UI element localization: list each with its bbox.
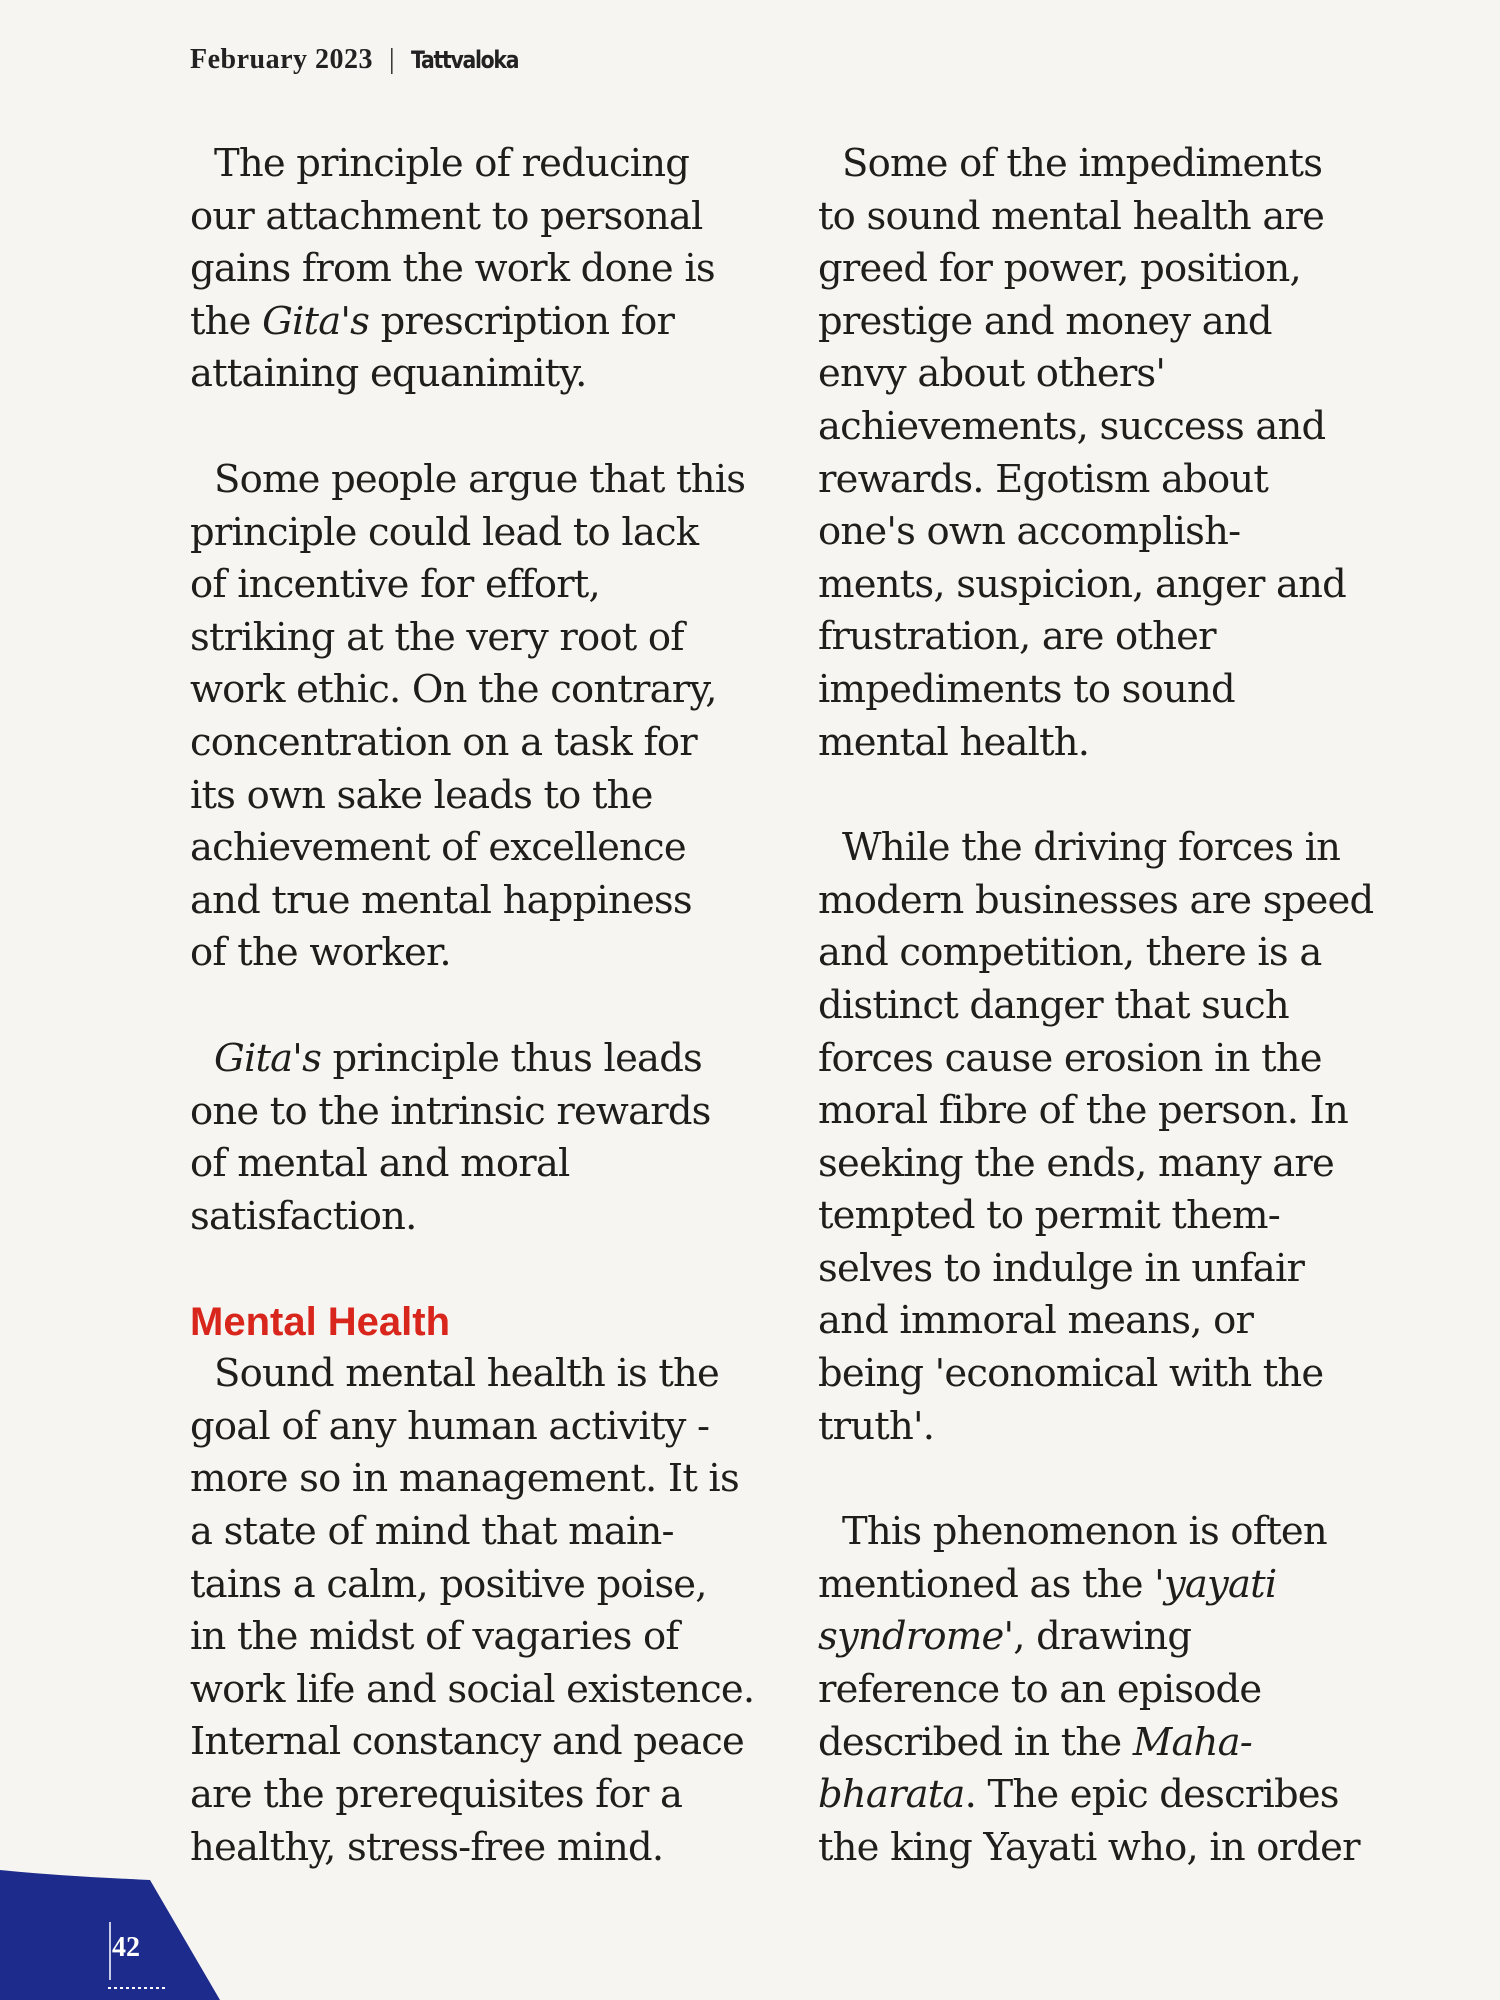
- text-line: [818, 1559, 1428, 1612]
- text-line: striking at the very root of: [190, 614, 684, 660]
- text-line: distinct danger that such: [818, 982, 1289, 1028]
- text-segment: ', drawing: [1003, 1614, 1192, 1660]
- text-line: and true mental happiness: [190, 877, 692, 923]
- text-line: mental health.: [818, 719, 1090, 765]
- text-line: in the midst of vagaries of: [190, 1614, 679, 1660]
- text-line: healthy, stress-free mind.: [190, 1824, 664, 1870]
- text-line: attaining equanimity.: [190, 351, 587, 397]
- paragraph-impediments: [818, 138, 1428, 769]
- text-line: tains a calm, positive poise,: [190, 1561, 707, 1607]
- text-segment: described in the: [818, 1719, 1133, 1765]
- page-corner-decoration: [0, 1870, 220, 2000]
- paragraph-incentive: [190, 454, 780, 980]
- text-line: seeking the ends, many are: [818, 1140, 1334, 1186]
- text-line: truth'.: [818, 1403, 935, 1449]
- text-line: achievement of excellence: [190, 825, 686, 871]
- text-line: goal of any human activity -: [190, 1403, 710, 1449]
- text-line: of incentive for effort,: [190, 562, 600, 608]
- text-line: of the worker.: [190, 930, 451, 976]
- text-line: tempted to permit them-: [818, 1193, 1280, 1239]
- text-segment: prescription for: [369, 298, 675, 344]
- text-line: The principle of reducing: [214, 141, 690, 186]
- text-line: [190, 296, 780, 349]
- running-header: [190, 44, 537, 76]
- text-line: selves to indulge in unfair: [818, 1245, 1305, 1291]
- text-line: [818, 1611, 1428, 1664]
- italic-term: Maha-: [1132, 1719, 1252, 1765]
- text-line: principle could lead to lack: [190, 509, 699, 555]
- right-column: [818, 138, 1428, 1927]
- text-line: and competition, there is a: [818, 930, 1322, 976]
- paragraph-detachment: [190, 138, 780, 401]
- italic-term: Gita's: [214, 1035, 322, 1081]
- text-line: Some people argue that this: [214, 456, 746, 502]
- paragraph-mental-health: [190, 1348, 780, 1874]
- text-line: satisfaction.: [190, 1193, 417, 1239]
- italic-term: bharata: [818, 1772, 965, 1818]
- text-line: Internal constancy and peace: [190, 1719, 744, 1765]
- text-segment: mentioned as the ': [818, 1561, 1164, 1607]
- italic-term: Gita's: [262, 298, 370, 344]
- paragraph-driving-forces: [818, 822, 1428, 1453]
- text-line: one's own accomplish-: [818, 509, 1241, 555]
- text-line: one to the intrinsic rewards: [190, 1088, 711, 1134]
- text-line: Sound mental health is the: [214, 1351, 720, 1397]
- text-line: of mental and moral: [190, 1141, 570, 1187]
- left-column: [190, 138, 780, 1927]
- text-line: a state of mind that main-: [190, 1509, 674, 1555]
- text-line: envy about others': [818, 351, 1166, 397]
- text-line: achievements, success and: [818, 403, 1326, 449]
- header-separator: |: [389, 44, 396, 75]
- text-segment: the: [190, 298, 263, 344]
- text-line: are the prerequisites for a: [190, 1772, 683, 1818]
- text-line: Some of the impediments: [842, 141, 1323, 186]
- text-line: frustration, are other: [818, 614, 1216, 660]
- text-line: greed for power, position,: [818, 246, 1301, 292]
- text-line: moral fibre of the person. In: [818, 1088, 1349, 1134]
- text-line: gains from the work done is: [190, 246, 715, 292]
- text-line: [818, 1717, 1428, 1770]
- text-line: impediments to sound: [818, 666, 1235, 712]
- italic-term: yayati: [1163, 1561, 1277, 1607]
- text-line: concentration on a task for: [190, 719, 697, 765]
- text-segment: principle thus leads: [321, 1035, 703, 1081]
- text-line: our attachment to personal: [190, 193, 703, 239]
- text-line: its own sake leads to the: [190, 772, 653, 818]
- text-line: prestige and money and: [818, 298, 1272, 344]
- text-line: more so in management. It is: [190, 1456, 739, 1502]
- text-line: and immoral means, or: [818, 1298, 1254, 1344]
- text-line: modern businesses are speed: [818, 877, 1374, 923]
- page-number: 42: [112, 1932, 140, 1963]
- paragraph-rewards: [190, 1033, 780, 1243]
- text-line: [818, 1769, 1428, 1822]
- text-line: to sound mental health are: [818, 193, 1325, 239]
- text-line: forces cause erosion in the: [818, 1035, 1322, 1081]
- text-line: ments, suspicion, anger and: [818, 561, 1347, 607]
- text-line: work ethic. On the contrary,: [190, 667, 717, 713]
- paragraph-yayati-syndrome: [818, 1506, 1428, 1874]
- italic-term: syndrome: [818, 1614, 1004, 1660]
- text-line: While the driving forces in: [842, 825, 1341, 871]
- text-line: the king Yayati who, in order: [818, 1824, 1360, 1870]
- section-heading-mental-health: Mental Health: [190, 1300, 451, 1345]
- magazine-name: Tattvaloka: [411, 46, 519, 74]
- issue-date: February 2023: [190, 44, 374, 75]
- text-line: being 'economical with the: [818, 1351, 1324, 1397]
- text-line: rewards. Egotism about: [818, 456, 1269, 502]
- text-segment: . The epic describes: [964, 1772, 1339, 1818]
- text-line: reference to an episode: [818, 1667, 1262, 1713]
- text-line: work life and social existence.: [190, 1666, 755, 1712]
- text-line: This phenomenon is often: [842, 1509, 1327, 1555]
- text-line: [190, 1033, 780, 1086]
